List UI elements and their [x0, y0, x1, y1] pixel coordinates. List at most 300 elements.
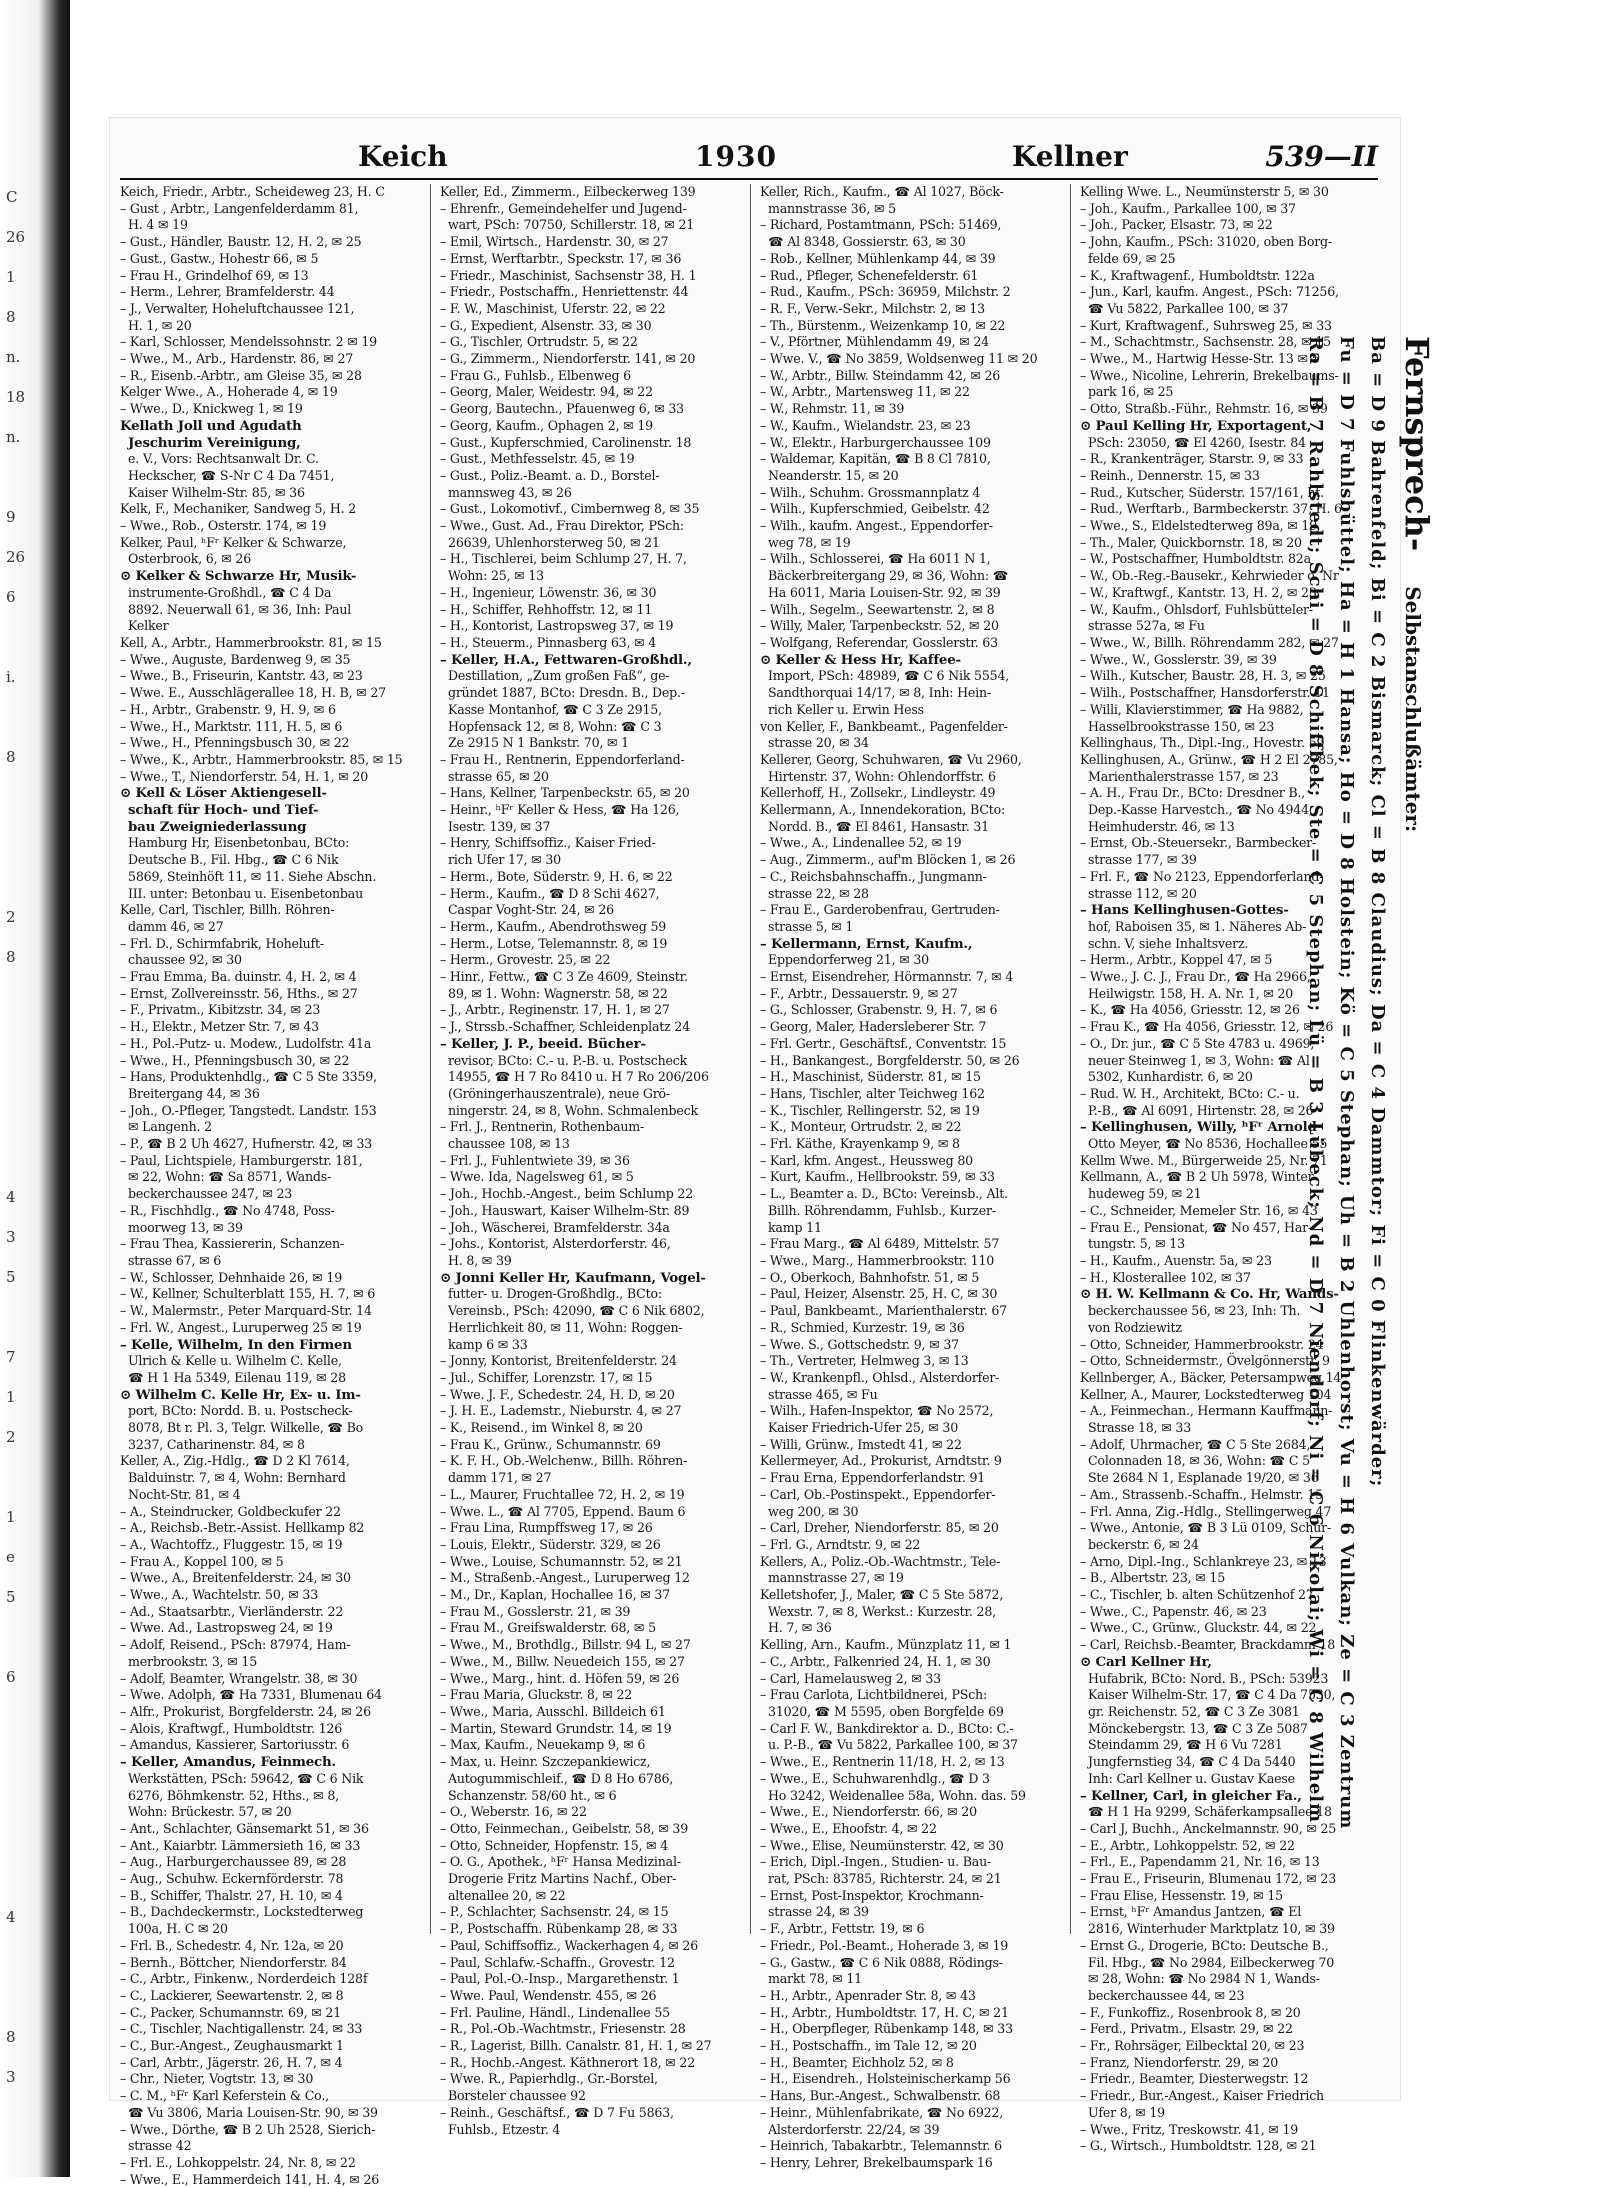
facing-page-fragment: 8	[6, 308, 16, 326]
directory-entry: – Rud., Kaufm., PSch: 36959, Milchstr. 2	[760, 284, 1011, 300]
directory-entry: – Frl. J., Rentnerin, Rothenbaum-	[440, 1119, 645, 1135]
directory-entry: 8892. Neuerwall 61, ✉ 36, Inh: Paul	[128, 601, 352, 617]
directory-entry: 26639, Uhlenhorsterweg 50, ✉ 21	[448, 534, 660, 550]
directory-entry: – Fr., Rohrsäger, Eilbecktal 20, ✉ 23	[1080, 2038, 1305, 2054]
directory-entry: – B., Albertstr. 23, ✉ 15	[1080, 1570, 1226, 1586]
directory-entry: – Wwe., Fritz, Treskowstr. 41, ✉ 19	[1080, 2121, 1299, 2137]
directory-entry: – Amandus, Kassierer, Sartoriusstr. 6	[120, 1737, 350, 1753]
directory-entry: – Th., Vertreter, Helmweg 3, ✉ 13	[760, 1353, 969, 1369]
directory-entry: – R., Lagerist, Billh. Canalstr. 81, H. 1, ✉ 27	[440, 2038, 712, 2054]
directory-entry: – C., Tischler, b. alten Schützenhof 27	[1080, 1587, 1314, 1603]
directory-entry: Inh: Carl Kellner u. Gustav Kaese	[1088, 1770, 1295, 1786]
directory-entry: – Frau K., ☎ Ha 4056, Griesstr. 12, ✉ 26	[1080, 1019, 1334, 1035]
directory-entry: beckerchaussee 247, ✉ 23	[128, 1186, 293, 1202]
directory-entry: – L., Maurer, Fruchtallee 72, H. 2, ✉ 19	[440, 1486, 685, 1502]
directory-entry: schn. V, siehe Inhaltsverz.	[1088, 935, 1249, 951]
facing-page-fragment: 8	[6, 748, 16, 766]
directory-entry: Osterbrook, 6, ✉ 26	[128, 551, 252, 567]
directory-entry: – Hans, Bur.-Angest., Schwalbenstr. 68	[760, 2088, 1001, 2104]
directory-entry: – Frl. G., Arndtstr. 9, ✉ 22	[760, 1536, 921, 1552]
directory-entry: Wexstr. 7, ✉ 8, Werkst.: Kurzestr. 28,	[768, 1603, 996, 1619]
directory-entry: – Wwe., C., Papenstr. 46, ✉ 23	[1080, 1603, 1267, 1619]
directory-entry: – Frl., E., Papendamm 21, Nr. 16, ✉ 13	[1080, 1854, 1320, 1870]
directory-entry: – W., Arbtr., Billw. Steindamm 42, ✉ 26	[760, 367, 1001, 383]
directory-entry: – H., Arbtr., Humboldtstr. 17, H. C, ✉ 21	[760, 2004, 1009, 2020]
directory-entry: – Rud., Pfleger, Schenefelderstr. 61	[760, 267, 979, 283]
directory-entry: Steindamm 29, ☎ H 6 Vu 7281	[1088, 1737, 1283, 1753]
directory-entry: ☎ Al 8348, Gossierstr. 63, ✉ 30	[768, 234, 966, 250]
directory-entry: strasse 22, ✉ 28	[768, 885, 869, 901]
directory-entry: – A., Wachtoffz., Fluggestr. 15, ✉ 19	[120, 1536, 343, 1552]
directory-entry: kamp 11	[768, 1219, 822, 1235]
directory-entry: Kellm Wwe. M., Bürgerweide 25, Nr. 71	[1080, 1152, 1328, 1168]
directory-entry: H. 7, ✉ 36	[768, 1620, 832, 1636]
directory-entry: Borsteler chaussee 92	[448, 2088, 586, 2104]
directory-entry: rich Ufer 17, ✉ 30	[448, 852, 561, 868]
directory-entry: – Gust., Händler, Baustr. 12, H. 2, ✉ 25	[120, 234, 362, 250]
directory-entry: – Ernst, Eisendreher, Hörmannstr. 7, ✉ 4	[760, 969, 1014, 985]
sidebar-title: Fernsprech-	[1398, 336, 1436, 552]
directory-entry: strasse 5, ✉ 1	[768, 918, 854, 934]
facing-page-fragment: 3	[6, 1228, 16, 1246]
directory-entry: – W., Arbtr., Martensweg 11, ✉ 22	[760, 384, 970, 400]
directory-entry: strasse 177, ✉ 39	[1088, 852, 1197, 868]
directory-entry: – Paul, Heizer, Alsenstr. 25, H. C, ✉ 30	[760, 1286, 998, 1302]
directory-entry: – K., Tischler, Rellingerstr. 52, ✉ 19	[760, 1102, 980, 1118]
directory-entry: – H., Arbtr., Grabenstr. 9, H. 9, ✉ 6	[120, 701, 336, 717]
directory-entry: H. 8, ✉ 39	[448, 1253, 512, 1268]
directory-entry: Kelle, Carl, Tischler, Billh. Röhren-	[120, 902, 335, 918]
directory-entry: – Keller, Amandus, Feinmech.	[120, 1754, 337, 1771]
directory-entry: – Frl. Käthe, Krayenkamp 9, ✉ 8	[760, 1136, 960, 1152]
column-divider	[430, 184, 431, 1934]
directory-entry: – W., Kaufm., Ohlsdorf, Fuhlsbütteler-	[1080, 601, 1313, 617]
facing-page-fragment: 2	[6, 908, 16, 926]
directory-entry: – W., Ob.-Reg.-Bausekr., Kehrwieder o. Nr	[1080, 568, 1339, 584]
directory-entry: altenallee 20, ✉ 22	[448, 1887, 566, 1903]
directory-entry: – Herm., Lotse, Telemannstr. 8, ✉ 19	[440, 935, 668, 951]
directory-entry: – Carl F. W., Bankdirektor a. D., BCto: C.-	[760, 1720, 1014, 1736]
column-divider	[750, 184, 751, 1934]
directory-entry: ☎ H 1 Ha 5349, Eilenau 119, ✉ 28	[128, 1369, 346, 1385]
directory-entry: – Kellermann, Ernst, Kaufm.,	[760, 935, 973, 952]
directory-entry: – Carl, Dreher, Niendorferstr. 85, ✉ 20	[760, 1520, 999, 1536]
directory-entry: – Hinr., Fettw., ☎ C 3 Ze 4609, Steinstr.	[440, 969, 688, 985]
directory-entry: Balduinstr. 7, ✉ 4, Wohn: Bernhard	[128, 1470, 346, 1486]
facing-page-fragment: 8	[6, 2028, 16, 2046]
directory-entry: tungstr. 5, ✉ 13	[1088, 1236, 1185, 1252]
directory-entry: – Herm., Lehrer, Bramfelderstr. 44	[120, 284, 335, 300]
directory-entry: Herrlichkeit 80, ✉ 11, Wohn: Roggen-	[448, 1319, 683, 1335]
directory-entry: – Wwe., M., Hartwig Hesse-Str. 13 ✉ 5	[1080, 351, 1320, 367]
directory-entry: – Louis, Elektr., Süderstr. 329, ✉ 26	[440, 1536, 661, 1552]
directory-entry: 6276, Böhmkenstr. 52, Hths., ✉ 8,	[128, 1787, 339, 1803]
directory-entry: – Herm., Grovestr. 25, ✉ 22	[440, 952, 611, 968]
directory-entry: Kellner, A., Maurer, Lockstedterweg 104	[1080, 1386, 1332, 1402]
directory-entry: – W., Elektr., Harburgerchaussee 109	[760, 434, 991, 450]
directory-entry: Keich, Friedr., Arbtr., Scheideweg 23, H. C	[120, 184, 385, 199]
directory-entry: Hopfensack 12, ✉ 8, Wohn: ☎ C 3	[448, 718, 662, 734]
directory-entry: – Rob., Kellner, Mühlenkamp 44, ✉ 39	[760, 250, 996, 266]
directory-entry: beckerstr. 6, ✉ 24	[1088, 1536, 1199, 1552]
directory-entry: – P., Schlachter, Sachsenstr. 24, ✉ 15	[440, 1904, 669, 1920]
directory-entry: – Otto, Straßb.-Führ., Rehmstr. 16, ✉ 39	[1080, 401, 1328, 417]
directory-entry: P.-B., ☎ Al 6091, Hirtenstr. 28, ✉ 26	[1088, 1102, 1314, 1118]
directory-entry: – C., Arbtr., Finkenw., Norderdeich 128f	[120, 1971, 368, 1987]
directory-entry: – John, Kaufm., PSch: 31020, oben Borg-	[1080, 234, 1332, 250]
facing-page-fragment: 1	[6, 1508, 16, 1526]
directory-entry: – Willy, Maler, Tarpenbeckstr. 52, ✉ 20	[760, 618, 999, 634]
directory-entry: chaussee 92, ✉ 30	[128, 952, 242, 968]
directory-entry: Breitergang 44, ✉ 36	[128, 1085, 260, 1101]
directory-entry: – Wwe., B., Friseurin, Kantstr. 43, ✉ 23	[120, 668, 363, 684]
directory-entry: – H., Oberpfleger, Rübenkamp 148, ✉ 33	[760, 2021, 1013, 2037]
directory-entry: weg 78, ✉ 19	[768, 534, 851, 550]
directory-entry: – G., Tischler, Ortrudstr. 5, ✉ 22	[440, 334, 638, 350]
directory-entry: rat, PSch: 83785, Richterstr. 24, ✉ 21	[768, 1871, 1002, 1887]
directory-entry: – C., Bur.-Angest., Zeughausmarkt 1	[120, 2038, 344, 2054]
directory-entry: Autogummischleif., ☎ D 8 Ho 6786,	[448, 1770, 674, 1786]
directory-entry: – Wwe., Marg., hint. d. Höfen 59, ✉ 26	[440, 1670, 680, 1686]
directory-entry: felde 69, ✉ 25	[1088, 250, 1176, 266]
directory-entry: – Wwe. S., Gottschedstr. 9, ✉ 37	[760, 1336, 959, 1352]
directory-entry: – Wwe. Ad., Lastropsweg 24, ✉ 19	[120, 1620, 333, 1636]
directory-entry: Kellath Joll und Agudath	[120, 417, 302, 434]
directory-entry: – Emil, Wirtsch., Hardenstr. 30, ✉ 27	[440, 234, 669, 250]
directory-entry: – Rud., Kutscher, Süderstr. 157/161, ht.	[1080, 484, 1324, 500]
directory-entry: – Th., Bürstenm., Weizenkamp 10, ✉ 22	[760, 317, 1006, 333]
header-page-number: 539—II	[1265, 140, 1378, 173]
directory-entry: Hufabrik, BCto: Nord. B., PSch: 53923	[1088, 1670, 1329, 1686]
directory-entry: – Frl. J., Fuhlentwiete 39, ✉ 36	[440, 1152, 630, 1168]
directory-entry: – Ernst, ʰFʳ Amandus Jantzen, ☎ El	[1080, 1904, 1302, 1920]
directory-entry: – Wwe., Elise, Neumünsterstr. 42, ✉ 30	[760, 1837, 1004, 1853]
directory-entry: – Adolf, Beamter, Wrangelstr. 38, ✉ 30	[120, 1670, 358, 1686]
directory-entry: Kaiser Wilhelm-Str. 17, ☎ C 4 Da 7530,	[1088, 1687, 1336, 1703]
facing-page-fragment: 26	[6, 548, 26, 566]
directory-entry: u. P.-B., ☎ Vu 5822, Parkallee 100, ✉ 37	[768, 1737, 1018, 1753]
directory-entry: – Wwe., Auguste, Bardenweg 9, ✉ 35	[120, 651, 351, 667]
directory-entry: Ze 2915 N 1 Bankstr. 70, ✉ 1	[448, 735, 629, 751]
directory-entry: gr. Reichenstr. 52, ☎ C 3 Ze 3081	[1088, 1703, 1300, 1719]
directory-entry: strasse 112, ✉ 20	[1088, 885, 1197, 901]
directory-entry: – Friedr., Maschinist, Sachsenstr 38, H. 1	[440, 267, 697, 283]
directory-entry: – Frau Carlota, Lichtbildnerei, PSch:	[760, 1687, 988, 1703]
directory-entry: – P., ☎ B 2 Uh 4627, Hufnerstr. 42, ✉ 33	[120, 1136, 373, 1152]
directory-entry: – Wwe. V., ☎ No 3859, Woldsenweg 11 ✉ 20	[760, 351, 1038, 367]
directory-entry: Kellermann, A., Innendekoration, BCto:	[760, 802, 1006, 818]
directory-entry: Isestr. 139, ✉ 37	[448, 818, 551, 834]
directory-entry: – Gust., Lokomotivf., Cimbernweg 8, ✉ 35	[440, 501, 700, 517]
directory-entry: beckerchaussee 56, ✉ 23, Inh: Th.	[1088, 1303, 1301, 1319]
directory-entry: – W., Malermstr., Peter Marquard-Str. 14	[120, 1303, 372, 1319]
facing-page-fragment: 1	[6, 1388, 16, 1406]
directory-entry: revisor, BCto: C.- u. P.-B. u. Postscheck	[448, 1052, 688, 1068]
directory-entry: – C. M., ʰFʳ Karl Keferstein & Co.,	[120, 2088, 329, 2104]
directory-entry: – Wolfgang, Referendar, Gosslerstr. 63	[760, 634, 998, 650]
directory-entry: ✉ Langenh. 2	[128, 1119, 212, 1135]
directory-entry: – Wwe., E., Rentnerin 11/18, H. 2, ✉ 13	[760, 1754, 1005, 1770]
directory-entry: Import, PSch: 48989, ☎ C 6 Nik 5554,	[768, 668, 1010, 684]
directory-entry: – Frl. E., Lohkoppelstr. 24, Nr. 8, ✉ 22	[120, 2154, 356, 2170]
directory-entry: – Herm., Bote, Süderstr. 9, H. 6, ✉ 22	[440, 868, 673, 884]
directory-entry: Kelling Wwe. L., Neumünsterstr 5, ✉ 30	[1080, 184, 1329, 199]
facing-page-fragment: 26	[6, 228, 26, 246]
directory-entry: Kellnberger, A., Bäcker, Petersampweg 14	[1080, 1369, 1342, 1385]
directory-entry: – Paul, Bankbeamt., Marienthalerstr. 67	[760, 1303, 1007, 1319]
directory-entry: – R., Krankenträger, Starstr. 9, ✉ 33	[1080, 451, 1304, 467]
directory-entry: Wohn: 25, ✉ 13	[448, 568, 544, 584]
directory-entry: – Friedr., Beamter, Diesterwegstr. 12	[1080, 2071, 1309, 2087]
directory-entry: – Otto, Feinmechan., Geibelstr. 58, ✉ 39	[440, 1820, 689, 1836]
directory-entry: – O., Dr. jur., ☎ C 5 Ste 4783 u. 4969,	[1080, 1035, 1315, 1051]
directory-entry: hof, Raboisen 35, ✉ 1. Näheres Ab-	[1088, 918, 1307, 934]
directory-entry: – Frl. W., Angest., Luruperweg 25 ✉ 19	[120, 1319, 362, 1335]
directory-entry: 31020, ☎ M 5595, oben Borgfelde 69	[768, 1703, 1004, 1719]
directory-entry: – H., Klosterallee 102, ✉ 37	[1080, 1269, 1251, 1285]
directory-entry: – W., Schlosser, Dehnhaide 26, ✉ 19	[120, 1269, 343, 1285]
directory-entry: – Jul., Schiffer, Lorenzstr. 17, ✉ 15	[440, 1369, 653, 1385]
directory-entry: ✉ 28, Wohn: ☎ No 2984 N 1, Wands-	[1088, 1971, 1320, 1987]
directory-entry: – F., Funkoffiz., Rosenbrook 8, ✉ 20	[1080, 2004, 1301, 2020]
directory-entry: 100a, H. C ✉ 20	[128, 1921, 228, 1937]
directory-entry: von Rodziewitz	[1088, 1319, 1182, 1335]
directory-entry: – Aug., Zimmerm., auf'm Blöcken 1, ✉ 26	[760, 852, 1016, 868]
directory-entry: – Frau H., Rentnerin, Eppendorferland-	[440, 751, 685, 767]
directory-entry: strasse 527a, ✉ Fu	[1088, 618, 1205, 634]
directory-entry: moorweg 13, ✉ 39	[128, 1219, 243, 1235]
directory-entry: – Waldemar, Kapitän, ☎ B 8 Cl 7810,	[760, 451, 991, 467]
directory-entry: – Herm., Kaufm., ☎ D 8 Schi 4627,	[440, 885, 660, 901]
directory-entry: – Joh., Wäscherei, Bramfelderstr. 34a	[440, 1219, 670, 1235]
directory-entry: – Gust , Arbtr., Langenfelderdamm 81,	[120, 200, 359, 216]
directory-entry: 14955, ☎ H 7 Ro 8410 u. H 7 Ro 206/206	[448, 1069, 709, 1085]
directory-entry: kamp 6 ✉ 33	[448, 1336, 528, 1352]
directory-entry: – W., Krankenpfl., Ohlsd., Alsterdorfer-	[760, 1369, 1000, 1385]
directory-entry: – Wwe., C., Grünw., Gluckstr. 44, ✉ 22	[1080, 1620, 1317, 1636]
directory-entry: Kellermeyer, Ad., Prokurist, Arndtstr. 9	[760, 1453, 1002, 1469]
directory-entry: – J., Verwalter, Hoheluftchaussee 121,	[120, 300, 355, 316]
directory-entry: – C., Tischler, Nachtigallenstr. 24, ✉ 33	[120, 2021, 363, 2037]
directory-entry: – Adolf, Reisend., PSch: 87974, Ham-	[120, 1637, 351, 1653]
directory-entry: Otto Meyer, ☎ No 8536, Hochallee 55	[1088, 1136, 1328, 1152]
directory-entry: – W., Postschaffner, Humboldtstr. 82a	[1080, 551, 1311, 567]
directory-entry: – Alois, Kraftwgf., Humboldtstr. 126	[120, 1720, 343, 1736]
directory-entry: – K., Reisend., im Winkel 8, ✉ 20	[440, 1420, 643, 1436]
directory-entry: – Wwe. R., Papierhdlg., Gr.-Borstel,	[440, 2071, 658, 2087]
directory-entry: ☎ H 1 Ha 9299, Schäferkampsallee 18	[1088, 1804, 1332, 1820]
directory-entry: – Gust., Poliz.-Beamt. a. D., Borstel-	[440, 467, 660, 483]
directory-entry: – Frau M., Gosslerstr. 21, ✉ 39	[440, 1603, 631, 1619]
directory-entry: – Frau Thea, Kassiererin, Schanzen-	[120, 1236, 344, 1252]
directory-entry: – Georg, Kaufm., Ophagen 2, ✉ 19	[440, 417, 653, 433]
directory-entry: chaussee 108, ✉ 13	[448, 1136, 570, 1152]
sidebar-line: Fu = D 7 Fuhlsbüttel; Ha = H 1 Hansa; Ho = D 8 Holstein; Kö = C 5 Stephan; Uh = B 2 Uhlenhorst; Vu = H 6 Vulkan; Ze = C 3 Zentrum	[1336, 336, 1357, 1830]
telephone-exchange-sidebar	[1305, 336, 1562, 1956]
directory-entry: – Wilh., Kupferschmied, Geibelstr. 42	[760, 501, 990, 517]
directory-entry: – Gust., Methfesselstr. 45, ✉ 19	[440, 451, 635, 467]
directory-entry: – H., Arbtr., Apenrader Str. 8, ✉ 43	[760, 1987, 976, 2003]
directory-entry: – Wwe., A., Lindenallee 52, ✉ 19	[760, 835, 962, 851]
directory-entry: – A. H., Frau Dr., BCto: Dresdner B.,	[1080, 785, 1306, 801]
directory-entry: – Wilh., Hafen-Inspektor, ☎ No 2572,	[760, 1403, 994, 1419]
directory-entry: – Wwe., M., Brothdlg., Billstr. 94 L, ✉ 27	[440, 1637, 691, 1653]
directory-entry: – W., Rehmstr. 11, ✉ 39	[760, 401, 905, 417]
directory-entry: – C., Arbtr., Falkenried 24, H. 1, ✉ 30	[760, 1653, 991, 1669]
directory-entry: Kaiser Wilhelm-Str. 85, ✉ 36	[128, 484, 305, 500]
directory-entry: Kelger Wwe., A., Hoherade 4, ✉ 19	[120, 384, 338, 400]
directory-entry: – H., Beamter, Eichholz 52, ✉ 8	[760, 2054, 954, 2070]
directory-entry: – H., Steuerm., Pinnasberg 63, ✉ 4	[440, 634, 657, 650]
directory-entry: – R., Schmied, Kurzestr. 19, ✉ 36	[760, 1319, 965, 1335]
directory-entry: – Wwe., H., Pfenningsbusch 30, ✉ 22	[120, 735, 350, 751]
directory-entry: – Paul, Schlafw.-Schaffn., Grovestr. 12	[440, 1954, 675, 1970]
directory-entry: – Karl, Schlosser, Mendelssohnstr. 2 ✉ 19	[120, 334, 377, 350]
directory-entry: – O. G., Apothek., ʰFʳ Hansa Medizinal-	[440, 1854, 681, 1870]
directory-entry: Mönckebergstr. 13, ☎ C 3 Ze 5087	[1088, 1720, 1308, 1736]
directory-entry: beckerchaussee 44, ✉ 23	[1088, 1987, 1245, 2003]
directory-entry: – Kurt, Kraftwagenf., Suhrsweg 25, ✉ 33	[1080, 317, 1332, 333]
directory-entry: futter- u. Drogen-Großhdlg., BCto:	[448, 1286, 662, 1302]
directory-entry: – E., Arbtr., Lohkoppelstr. 52, ✉ 22	[1080, 1837, 1295, 1853]
directory-entry: – C., Packer, Schumannstr. 69, ✉ 21	[120, 2004, 342, 2020]
directory-entry: – F., Arbtr., Dessauerstr. 9, ✉ 27	[760, 985, 958, 1001]
directory-entry: Neanderstr. 15, ✉ 20	[768, 467, 899, 483]
directory-entry: – O., Oberkoch, Bahnhofstr. 51, ✉ 5	[760, 1269, 980, 1285]
directory-entry: – M., Dr., Kaplan, Hochallee 16, ✉ 37	[440, 1587, 670, 1603]
directory-entry: – G., Zimmerm., Niendorferstr. 141, ✉ 20	[440, 351, 696, 367]
directory-entry: Kaiser Friedrich-Ufer 25, ✉ 30	[768, 1420, 959, 1436]
directory-entry: – Erich, Dipl.-Ingen., Studien- u. Bau-	[760, 1854, 992, 1870]
directory-entry: Alsterdorferstr. 22/24, ✉ 39	[768, 2121, 940, 2137]
directory-entry: – Wwe., K., Arbtr., Hammerbrookstr. 85, ✉ 15	[120, 751, 403, 767]
directory-entry: – Franz, Niendorferstr. 29, ✉ 20	[1080, 2054, 1279, 2070]
directory-entry: – Wilh., Postschaffner, Hansdorferstr. 11	[1080, 685, 1330, 701]
directory-entry: – Wwe., Louise, Schumannstr. 52, ✉ 21	[440, 1553, 683, 1569]
directory-entry: – Gust., Kupferschmied, Carolinenstr. 18	[440, 434, 692, 450]
directory-entry: Schanzenstr. 58/60 ht., ✉ 6	[448, 1787, 617, 1803]
directory-entry: Hamburg Hr, Eisenbetonbau, BCto:	[128, 835, 350, 851]
directory-entry: Ulrich & Kelle u. Wilhelm C. Kelle,	[128, 1353, 342, 1369]
directory-entry: – Wwe., Rob., Osterstr. 174, ✉ 19	[120, 518, 327, 534]
directory-entry: – Ernst G., Drogerie, BCto: Deutsche B.,	[1080, 1937, 1329, 1953]
directory-entry: bau Zweigniederlassung	[128, 818, 307, 835]
directory-entry: – Joh., Packer, Elsastr. 73, ✉ 22	[1080, 217, 1273, 233]
directory-entry: Fil. Hbg., ☎ No 2984, Eilbeckerweg 70	[1088, 1954, 1335, 1970]
directory-entry: Eppendorferweg 21, ✉ 30	[768, 952, 929, 968]
directory-entry: Jeschurim Vereinigung,	[128, 434, 301, 451]
directory-entry: – W., Kraftwgf., Kantstr. 13, H. 2, ✉ 23	[1080, 584, 1317, 600]
directory-entry: – Wwe., H., Pfenningsbusch 30, ✉ 22	[120, 1052, 350, 1068]
directory-entry: – Ad., Staatsarbtr., Vierländerstr. 22	[120, 1603, 344, 1619]
directory-entry: Jungfernstieg 34, ☎ C 4 Da 5440	[1088, 1754, 1296, 1770]
directory-entry: – Ant., Schlachter, Gänsemarkt 51, ✉ 36	[120, 1820, 369, 1836]
directory-entry: – Ernst, Werftarbtr., Speckstr. 17, ✉ 36	[440, 250, 682, 266]
directory-entry: – R., Pol.-Ob.-Wachtmstr., Friesenstr. 28	[440, 2021, 686, 2037]
directory-entry: Ho 3242, Weidenallee 58a, Wohn. das. 59	[768, 1787, 1026, 1803]
directory-entry: – H., Elektr., Metzer Str. 7, ✉ 43	[120, 1019, 319, 1035]
directory-entry: – Georg, Maler, Hadersleberer Str. 7	[760, 1019, 987, 1035]
facing-page-fragment: 6	[6, 588, 16, 606]
directory-entry: – Adolf, Uhrmacher, ☎ C 5 Ste 2684,	[1080, 1436, 1311, 1452]
directory-entry: III. unter: Betonbau u. Eisenbetonbau	[128, 885, 363, 901]
directory-entry: – Wwe., W., Billh. Röhrendamm 282, ✉ 27	[1080, 634, 1339, 650]
directory-entry: – Heinr., Mühlenfabrikate, ☎ No 6922,	[760, 2104, 1004, 2120]
directory-entry: merbrookstr. 3, ✉ 15	[128, 1653, 258, 1669]
facing-page-fragment: 9	[6, 508, 16, 526]
directory-entry: – Otto, Schneidermstr., Övelgönnerstr. 9	[1080, 1353, 1330, 1369]
directory-entry: Kellinghaus, Th., Dipl.-Ing., Hovestr. 59	[1080, 735, 1325, 751]
directory-entry: Kellinghusen, A., Grünw., ☎ H 2 El 2785,	[1080, 751, 1338, 767]
directory-entry: damm 46, ✉ 27	[128, 918, 224, 934]
facing-page-fragment: 5	[6, 1268, 16, 1286]
directory-entry: – R., Eisenb.-Arbtr., am Gleise 35, ✉ 28	[120, 367, 362, 383]
directory-entry: damm 171, ✉ 27	[448, 1470, 552, 1486]
sidebar-line: Ra = B 7 Rahlstedt; Schi = D 8 Schiffbek; Ste = C 5 Stephan; Lü = B 3 Lübeck; Nd = D 7 Niendorf; Ni = C 6 Nikolai; Wi = C 8 Wilhelm	[1305, 336, 1326, 1824]
directory-entry: Destillation, „Zum großen Faß“, ge-	[448, 668, 670, 684]
sidebar-subtitle: Selbstanschlußämter:	[1401, 586, 1425, 833]
directory-entry: – B., Dachdeckermstr., Lockstedterweg	[120, 1904, 364, 1920]
directory-entry: – Ant., Kaiarbtr. Lämmersieth 16, ✉ 33	[120, 1837, 361, 1853]
directory-entry: Hasselbrookstrasse 150, ✉ 23	[1088, 718, 1275, 734]
directory-entry: – J., Strssb.-Schaffner, Schleidenplatz 24	[440, 1019, 691, 1035]
directory-entry: – Aug., Harburgerchaussee 89, ✉ 28	[120, 1854, 347, 1870]
facing-page-fragment: 18	[6, 388, 26, 406]
directory-entry: ⊙ Carl Kellner Hr,	[1080, 1653, 1212, 1670]
directory-entry: Caspar Voght-Str. 24, ✉ 26	[448, 902, 614, 918]
directory-entry: – Wwe., M., Billw. Neuedeich 155, ✉ 27	[440, 1653, 685, 1669]
directory-entry: – R., Fischhdlg., ☎ No 4748, Poss-	[120, 1202, 335, 1218]
directory-entry: – H., Kontorist, Lastropsweg 37, ✉ 19	[440, 618, 674, 634]
directory-entry: – Wwe., E., Niendorferstr. 66, ✉ 20	[760, 1804, 977, 1820]
directory-entry: Kelletshofer, J., Maler, ☎ C 5 Ste 5872,	[760, 1587, 1004, 1603]
directory-entry: – Frau K., Grünw., Schumannstr. 69	[440, 1436, 661, 1452]
directory-entry: Keller, A., Zig.-Hdlg., ☎ D 2 Kl 7614,	[120, 1453, 350, 1469]
directory-entry: Ha 6011, Maria Louisen-Str. 92, ✉ 39	[768, 584, 1001, 600]
directory-entry: – Frau M., Greifswalderstr. 68, ✉ 5	[440, 1620, 656, 1636]
directory-entry: – Ferd., Privatm., Elsastr. 29, ✉ 22	[1080, 2021, 1293, 2037]
directory-entry: – Otto, Schneider, Hopfenstr. 15, ✉ 4	[440, 1837, 669, 1853]
directory-entry: – Wwe., T., Niendorferstr. 54, H. 1, ✉ 20	[120, 768, 369, 784]
directory-entry: instrumente-Großhdl., ☎ C 4 Da	[128, 584, 332, 600]
directory-entry: – H., Bankangest., Borgfelderstr. 50, ✉ 26	[760, 1052, 1020, 1068]
directory-entry: – Paul, Lichtspiele, Hamburgerstr. 181,	[120, 1152, 363, 1168]
directory-entry: H. 4 ✉ 19	[128, 217, 188, 233]
directory-entry: Kelker, Paul, ʰFʳ Kelker & Schwarze,	[120, 534, 347, 550]
directory-entry: – Frl. F., ☎ No 2123, Eppendorferland-	[1080, 868, 1324, 884]
column-divider	[1070, 184, 1071, 1934]
directory-entry: – Wwe., Antonie, ☎ B 3 Lü 0109, Schür-	[1080, 1520, 1332, 1536]
directory-entry: – Kellinghusen, Willy, ʰFʳ Arnold	[1080, 1119, 1317, 1136]
directory-entry: – Reinh., Dennerstr. 15, ✉ 33	[1080, 467, 1260, 483]
directory-page	[110, 118, 1400, 2187]
directory-entry: – Wwe., D., Knickweg 1, ✉ 19	[120, 401, 303, 417]
directory-entry: – Frau G., Fuhlsb., Elbenweg 6	[440, 367, 631, 383]
directory-entry: – Wwe., E., Hammerdeich 141, H. 4, ✉ 26	[120, 2171, 380, 2187]
directory-entry: – C., Lackierer, Seewartenstr. 2, ✉ 8	[120, 1987, 344, 2003]
directory-entry: – Carl, Arbtr., Jägerstr. 26, H. 7, ✉ 4	[120, 2054, 343, 2070]
directory-entry: – Joh., O.-Pfleger, Tangstedt. Landstr. 153	[120, 1102, 377, 1118]
directory-entry: strasse 20, ✉ 34	[768, 735, 869, 751]
directory-entry: – Wwe. E., Ausschlägerallee 18, H. B, ✉ 27	[120, 685, 386, 701]
directory-entry: – Martin, Steward Grundstr. 14, ✉ 19	[440, 1720, 672, 1736]
directory-entry: weg 200, ✉ 30	[768, 1503, 859, 1519]
directory-entry: – Ernst, Post-Inspektor, Krochmann-	[760, 1887, 984, 1903]
directory-column-1	[120, 184, 420, 2187]
directory-entry: ⊙ Keller & Hess Hr, Kaffee-	[760, 651, 961, 668]
directory-entry: – Henry, Lehrer, Brekelbaumspark 16	[760, 2154, 993, 2170]
directory-entry: Kelker	[128, 618, 169, 634]
